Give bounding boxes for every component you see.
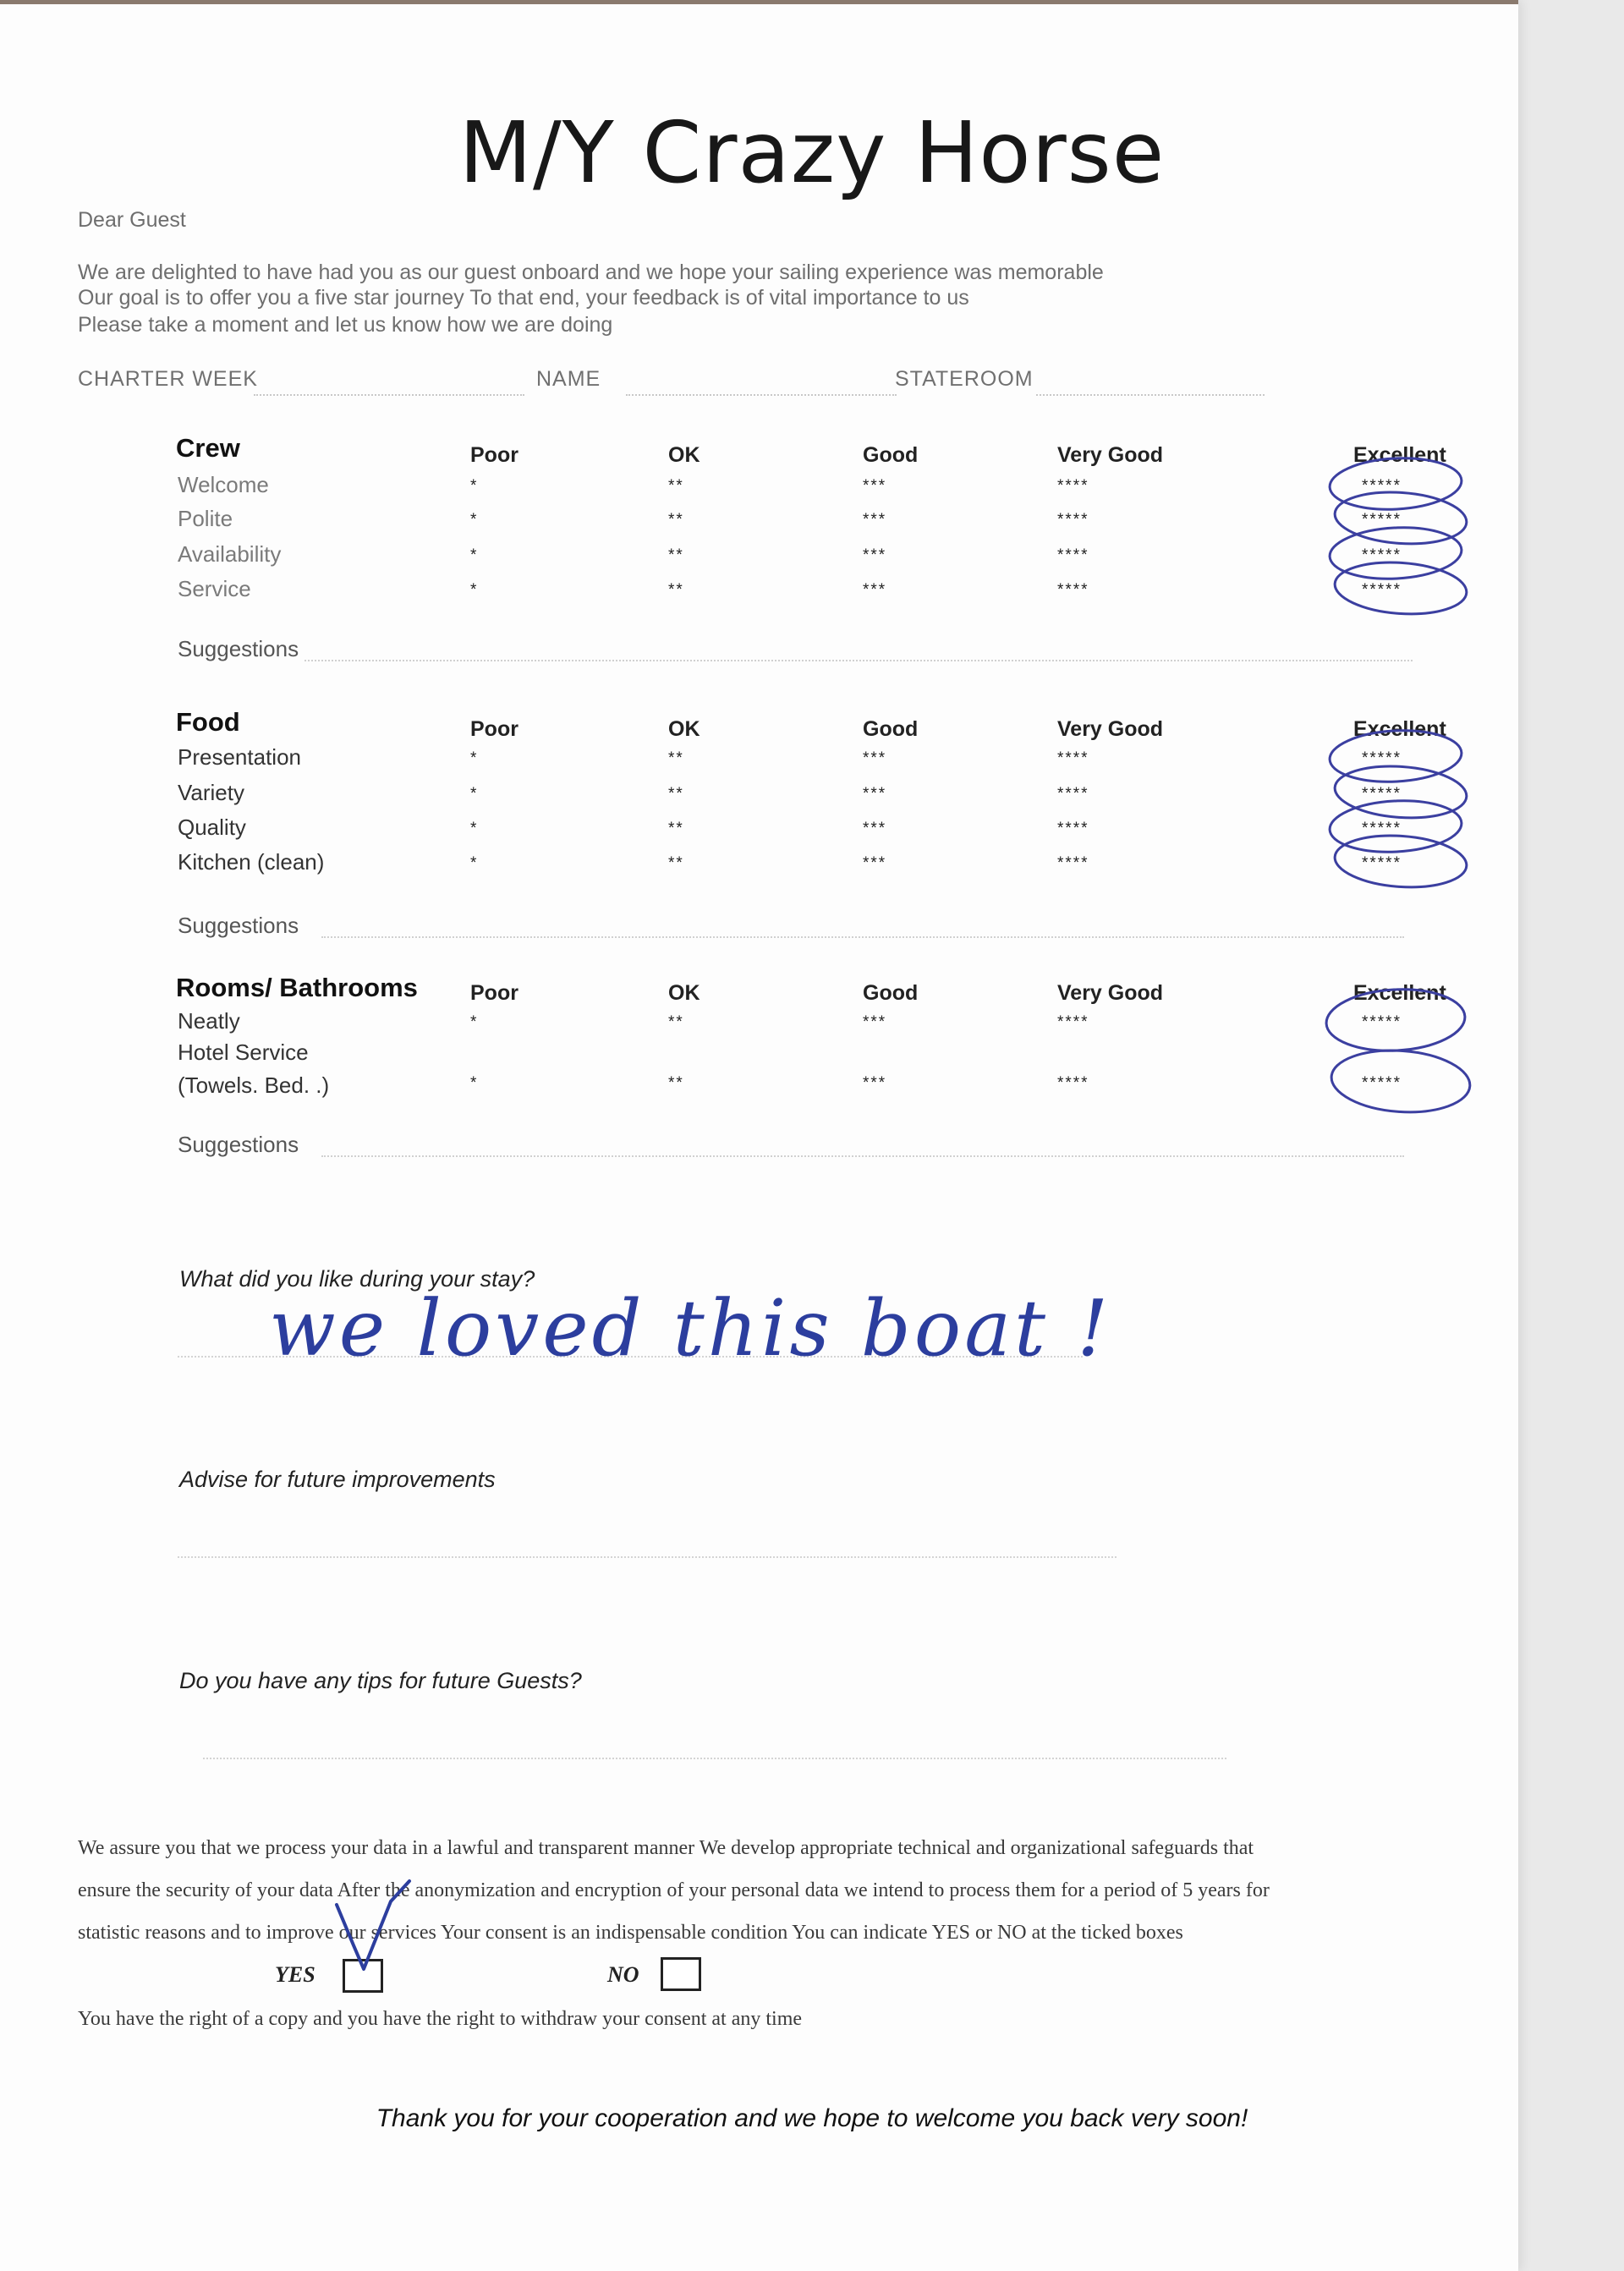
rooms-column-excellent: Excellent xyxy=(1353,981,1446,1005)
crew-row-4-stars-3[interactable]: *** xyxy=(863,581,887,599)
crew-row-2-stars-1[interactable]: * xyxy=(470,511,479,529)
rooms-row-2-stars-4[interactable]: **** xyxy=(1057,1074,1089,1092)
food-row-2-stars-5[interactable]: ***** xyxy=(1362,785,1402,803)
crew-row-1-stars-4[interactable]: **** xyxy=(1057,477,1089,495)
charter-week-label: CHARTER WEEK xyxy=(78,367,258,391)
food-row-2-stars-2[interactable]: ** xyxy=(668,785,684,803)
crew-row-1-stars-5[interactable]: ***** xyxy=(1362,477,1402,495)
charter-week-field[interactable] xyxy=(254,394,524,396)
rooms-item: (Towels. Bed. .) xyxy=(178,1072,330,1098)
consent-no-label: NO xyxy=(607,1962,639,1987)
crew-row-3-stars-1[interactable]: * xyxy=(470,546,479,564)
crew-column-ok: OK xyxy=(668,443,700,467)
food-row-4-stars-3[interactable]: *** xyxy=(863,854,887,872)
rooms-item: Hotel Service xyxy=(178,1040,309,1065)
food-row-4-stars-2[interactable]: ** xyxy=(668,854,684,872)
food-row-3-stars-3[interactable]: *** xyxy=(863,820,887,837)
food-row-1-stars-2[interactable]: ** xyxy=(668,749,684,767)
consent-no-checkbox[interactable] xyxy=(661,1957,701,1991)
food-column-good: Good xyxy=(863,717,919,741)
food-row-1-stars-1[interactable]: * xyxy=(470,749,479,767)
privacy-text-line-1: We assure you that we process your data in a lawful and transparent manner We develop appropriate technical and organizational safeguards that xyxy=(78,1837,1254,1859)
rooms-row-2-stars-2[interactable]: ** xyxy=(668,1074,684,1092)
rooms-column-poor: Poor xyxy=(470,981,518,1005)
rooms-row-1-stars-4[interactable]: **** xyxy=(1057,1013,1089,1031)
crew-item: Welcome xyxy=(178,472,269,497)
food-row-2-stars-1[interactable]: * xyxy=(470,785,479,803)
food-row-3-stars-1[interactable]: * xyxy=(470,820,479,837)
crew-row-2-stars-2[interactable]: ** xyxy=(668,511,684,529)
food-column-excellent: Excellent xyxy=(1353,717,1446,741)
crew-column-good: Good xyxy=(863,443,919,467)
crew-row-3-stars-3[interactable]: *** xyxy=(863,546,887,564)
food-row-3-stars-5[interactable]: ***** xyxy=(1362,820,1402,837)
crew-column-poor: Poor xyxy=(470,443,518,467)
food-row-1-stars-4[interactable]: **** xyxy=(1057,749,1089,767)
rooms-row-1-stars-2[interactable]: ** xyxy=(668,1013,684,1031)
name-label: NAME xyxy=(536,367,601,391)
rooms-row-1-stars-3[interactable]: *** xyxy=(863,1013,887,1031)
food-item: Variety xyxy=(178,780,244,805)
crew-row-3-stars-5[interactable]: ***** xyxy=(1362,546,1402,564)
crew-row-3-stars-4[interactable]: **** xyxy=(1057,546,1089,564)
crew-suggestions-field[interactable] xyxy=(304,660,1413,661)
form-title: M/Y Crazy Horse xyxy=(458,103,1166,202)
food-row-1-stars-3[interactable]: *** xyxy=(863,749,887,767)
greeting: Dear Guest xyxy=(78,208,186,232)
food-item: Presentation xyxy=(178,744,301,770)
crew-row-1-stars-3[interactable]: *** xyxy=(863,477,887,495)
crew-suggestions-label: Suggestions xyxy=(178,636,299,661)
answer-line-improvements[interactable] xyxy=(178,1556,1116,1558)
question-liked: What did you like during your stay? xyxy=(179,1266,535,1292)
crew-column-excellent: Excellent xyxy=(1353,443,1446,467)
rooms-column-ok: OK xyxy=(668,981,700,1005)
rooms-row-2-stars-3[interactable]: *** xyxy=(863,1074,887,1092)
rooms-row-2-stars-1[interactable]: * xyxy=(470,1074,479,1092)
answer-line-tips[interactable] xyxy=(203,1758,1226,1759)
crew-column-very-good: Very Good xyxy=(1057,443,1164,467)
rooms-section-title: Rooms/ Bathrooms xyxy=(176,973,418,1002)
crew-row-3-stars-2[interactable]: ** xyxy=(668,546,684,564)
rooms-column-good: Good xyxy=(863,981,919,1005)
crew-section-title: Crew xyxy=(176,433,240,463)
food-suggestions-field[interactable] xyxy=(321,936,1404,938)
crew-item: Availability xyxy=(178,541,282,567)
crew-row-4-stars-5[interactable]: ***** xyxy=(1362,581,1402,599)
crew-row-2-stars-4[interactable]: **** xyxy=(1057,511,1089,529)
food-row-3-stars-2[interactable]: ** xyxy=(668,820,684,837)
intro-line-2: Our goal is to offer you a five star journey To that end, your feedback is of vital importance to us xyxy=(78,286,969,310)
crew-row-4-stars-2[interactable]: ** xyxy=(668,581,684,599)
stateroom-field[interactable] xyxy=(1036,394,1265,396)
food-item: Kitchen (clean) xyxy=(178,849,325,875)
rooms-suggestions-label: Suggestions xyxy=(178,1132,299,1157)
rights-text: You have the right of a copy and you have the right to withdraw your consent at any time xyxy=(78,2008,803,2030)
closing-message: Thank you for your cooperation and we hope to welcome you back very soon! xyxy=(376,2104,1248,2132)
question-tips: Do you have any tips for future Guests? xyxy=(179,1668,582,1693)
food-row-4-stars-5[interactable]: ***** xyxy=(1362,854,1402,872)
consent-yes-label: YES xyxy=(275,1962,315,1987)
crew-row-2-stars-5[interactable]: ***** xyxy=(1362,511,1402,529)
rooms-column-very-good: Very Good xyxy=(1057,981,1164,1005)
food-item: Quality xyxy=(178,815,246,840)
name-field[interactable] xyxy=(626,394,897,396)
intro-line-1: We are delighted to have had you as our guest onboard and we hope your sailing experience was memorable xyxy=(78,261,1104,284)
rooms-row-1-stars-1[interactable]: * xyxy=(470,1013,479,1031)
food-row-4-stars-1[interactable]: * xyxy=(470,854,479,872)
consent-yes-checkbox[interactable] xyxy=(343,1959,383,1993)
answer-line-liked[interactable] xyxy=(178,1356,1083,1358)
handwritten-answer-text: we loved this boat ! xyxy=(269,1283,1112,1374)
rooms-item: Neatly xyxy=(178,1008,240,1034)
food-row-3-stars-4[interactable]: **** xyxy=(1057,820,1089,837)
food-row-1-stars-5[interactable]: ***** xyxy=(1362,749,1402,767)
privacy-text-line-3: statistic reasons and to improve our services Your consent is an indispensable condition You can indicate YES or NO at the ticked boxes xyxy=(78,1922,1183,1944)
rooms-row-2-stars-5[interactable]: ***** xyxy=(1362,1074,1402,1092)
question-improvements: Advise for future improvements xyxy=(179,1467,496,1492)
food-row-4-stars-4[interactable]: **** xyxy=(1057,854,1089,872)
crew-row-2-stars-3[interactable]: *** xyxy=(863,511,887,529)
privacy-text-line-2: ensure the security of your data After the anonymization and encryption of your personal data we intend to process them for a period of 5 years for xyxy=(78,1879,1270,1901)
crew-row-1-stars-1[interactable]: * xyxy=(470,477,479,495)
crew-row-1-stars-2[interactable]: ** xyxy=(668,477,684,495)
crew-item: Service xyxy=(178,576,251,601)
crew-row-4-stars-4[interactable]: **** xyxy=(1057,581,1089,599)
stateroom-label: STATEROOM xyxy=(895,367,1034,391)
food-row-2-stars-3[interactable]: *** xyxy=(863,785,887,803)
intro-line-3: Please take a moment and let us know how we are doing xyxy=(78,313,613,337)
crew-item: Polite xyxy=(178,506,233,531)
food-row-2-stars-4[interactable]: **** xyxy=(1057,785,1089,803)
rooms-suggestions-field[interactable] xyxy=(321,1155,1404,1157)
crew-row-4-stars-1[interactable]: * xyxy=(470,581,479,599)
food-suggestions-label: Suggestions xyxy=(178,913,299,938)
food-column-ok: OK xyxy=(668,717,700,741)
food-column-very-good: Very Good xyxy=(1057,717,1164,741)
rooms-row-1-stars-5[interactable]: ***** xyxy=(1362,1013,1402,1031)
food-column-poor: Poor xyxy=(470,717,518,741)
food-section-title: Food xyxy=(176,707,240,737)
